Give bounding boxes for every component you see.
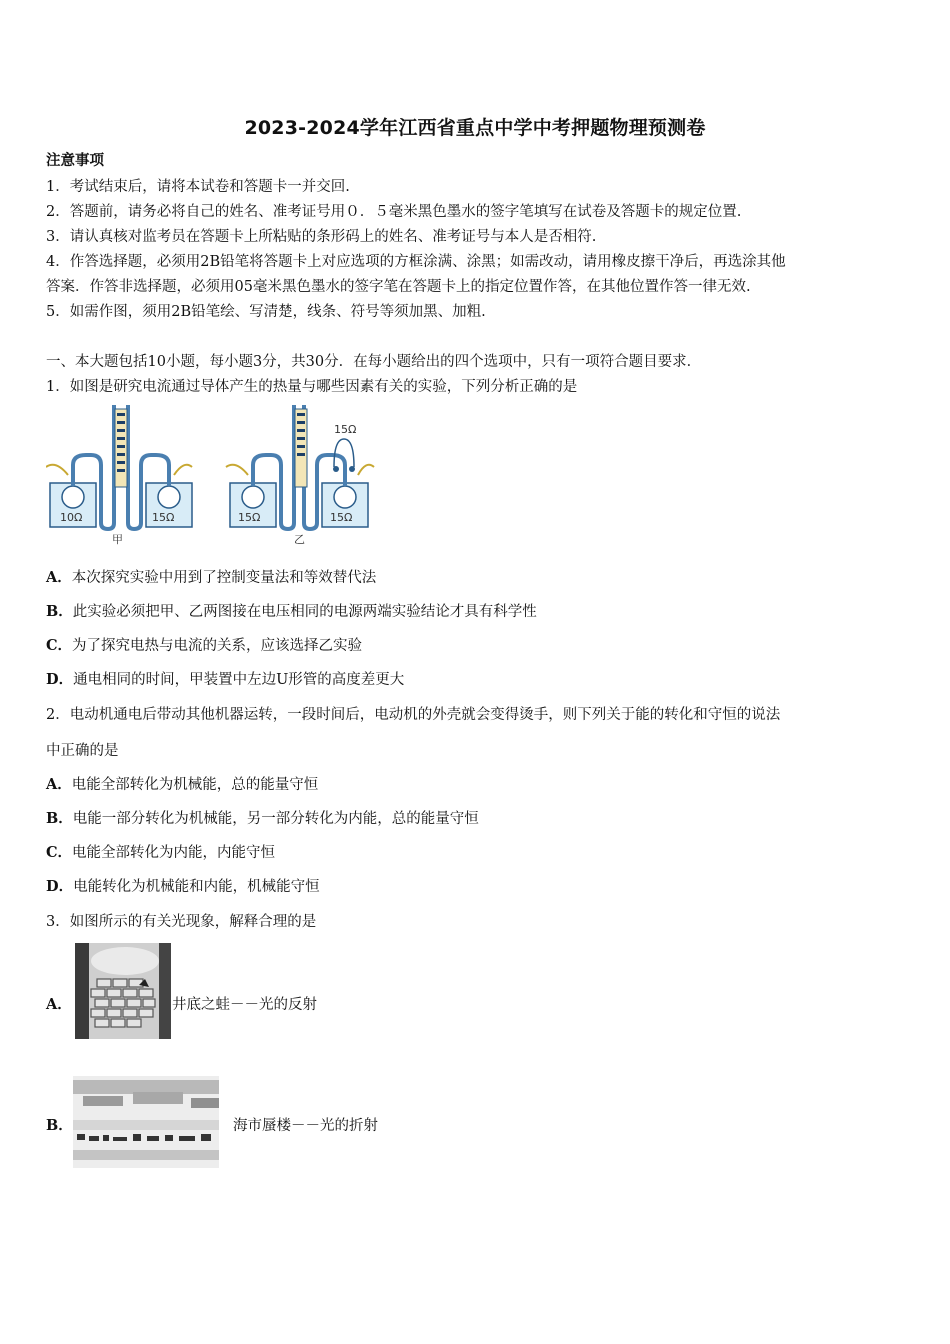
q2-option-c: C．电能全部转化为内能，内能守恒 [46,844,276,861]
figure-caption: 甲 [112,533,123,546]
q1-option-c: C．为了探究电热与电流的关系，应该选择乙实验 [46,637,363,654]
page-title: 2023-2024学年江西省重点中学中考押题物理预测卷 [244,117,706,139]
q2-stem-cont: 中正确的是 [46,743,119,759]
notice-item: 4．作答选择题，必须用2B铅笔将答题卡上对应选项的方框涂满、涂黑；如需改动，请用橡皮擦干净后，再选涂其他 [46,254,786,270]
q2-stem: 2．电动机通电后带动其他机器运转，一段时间后，电动机的外壳就会变得烫手，则下列关于能的转化和守恒的说法 [46,707,781,723]
notice-item: 答案．作答非选择题，必须用05毫米黑色墨水的签字笔在答题卡上的指定位置作答，在其他位置作答一律无效. [46,279,751,295]
q1-option-b: B．此实验必须把甲、乙两图接在电压相同的电源两端实验结论才具有科学性 [46,603,537,620]
notice-item: 3．请认真核对监考员在答题卡上所粘贴的条形码上的姓名、准考证号与本人是否相符. [46,229,597,245]
section-heading: 一、本大题包括10小题，每小题3分，共30分．在每小题给出的四个选项中，只有一项符合题目要求． [46,354,702,370]
well-frog-image [75,943,171,1039]
q1-option-a: A．本次探究实验中用到了控制变量法和等效替代法 [46,569,377,586]
q3-stem: 3．如图所示的有关光现象，解释合理的是 [46,914,317,930]
notice-item: 2．答题前，请务必将自己的姓名、准考证号用０．５毫米黑色墨水的签字笔填写在试卷及答题卡的规定位置. [46,204,742,220]
resistor-label: 10Ω [60,511,83,524]
notice-item: 5．如需作图，须用2B铅笔绘、写清楚，线条、符号等须加黑、加粗. [46,304,486,320]
notice-heading: 注意事项 [46,152,104,169]
apparatus-yi [226,405,374,546]
apparatus-jia [46,405,192,546]
mirage-image [73,1076,219,1168]
q2-option-d: D．电能转化为机械能和内能，机械能守恒 [46,878,320,895]
q1-figure [46,405,376,547]
q3-option-b-text: 海市蜃楼－－光的折射 [233,1118,378,1134]
q2-option-a: A．电能全部转化为机械能，总的能量守恒 [46,776,319,793]
notice-item: 1．考试结束后，请将本试卷和答题卡一并交回. [46,179,350,195]
q3-option-a-text: 井底之蛙－－光的反射 [172,997,317,1013]
resistor-label: 15Ω [238,511,261,524]
resistor-label: 15Ω [152,511,175,524]
q3-option-b-label: B． [46,1117,73,1134]
resistor-label: 15Ω [330,511,353,524]
figure-caption: 乙 [294,533,305,546]
resistor-label: 15Ω [334,423,357,436]
q3-option-a-label: A． [46,996,72,1013]
q1-stem: 1．如图是研究电流通过导体产生的热量与哪些因素有关的实验，下列分析正确的是 [46,379,578,395]
q1-option-d: D．通电相同的时间，甲装置中左边U形管的高度差更大 [46,671,405,688]
q2-option-b: B．电能一部分转化为机械能，另一部分转化为内能，总的能量守恒 [46,810,479,827]
